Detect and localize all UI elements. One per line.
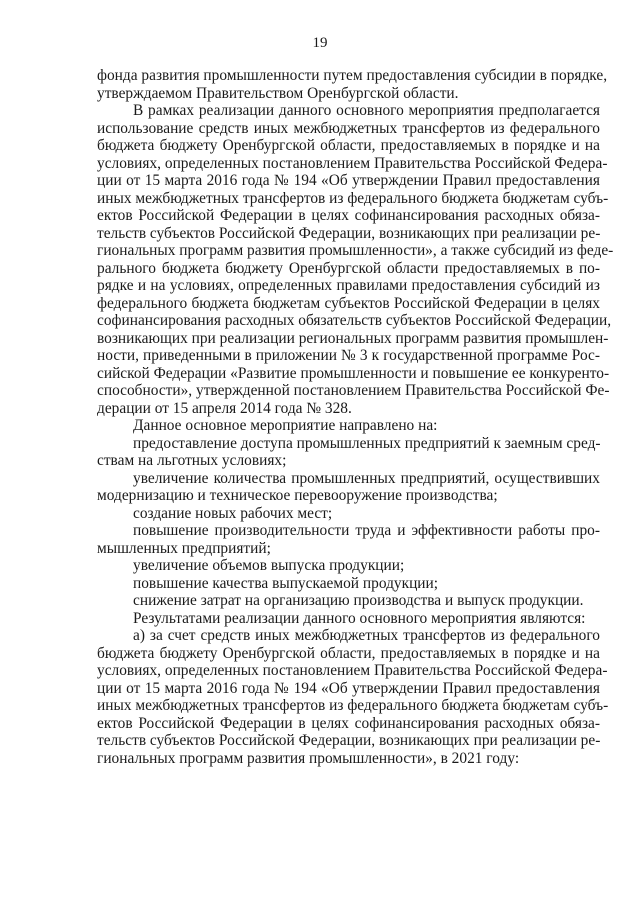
text-line: гиональных программ развития промышленности», а также субсидий из феде-	[97, 242, 614, 259]
text-line: иных межбюджетных трансфертов из федерального бюджета бюджетам субъ-	[97, 697, 609, 714]
text-line: ектов Российской Федерации в целях софинансирования расходных обяза-	[97, 207, 600, 224]
text-line: дерации от 15 апреля 2014 года № 328.	[97, 399, 352, 417]
text-line: сийской Федерации «Развитие промышленности и повышение ее конкуренто-	[97, 364, 610, 382]
text-line: тельств субъектов Российской Федерации, возникающих при реализации ре-	[97, 732, 601, 749]
text-line: повышение производительности труда и эффективности работы про-	[133, 522, 600, 539]
text-line: повышение качества выпускаемой продукции;	[133, 574, 439, 592]
text-line: предоставление доступа промышленных предприятий к заемным сред-	[133, 434, 601, 452]
text-line: возникающих при реализации региональных программ развития промышлен-	[97, 329, 609, 347]
text-line: иных межбюджетных трансфертов из федерального бюджета бюджетам субъ-	[97, 189, 609, 207]
text-line: а) за счет средств иных межбюджетных трансфертов из федерального	[133, 627, 600, 644]
text-line: увеличение объемов выпуска продукции;	[133, 557, 405, 574]
text-line: рального бюджета бюджету Оренбургской области предоставляемых в по-	[97, 259, 600, 277]
text-line: условиях, определенных постановлением Правительства Российской Федера-	[97, 662, 608, 679]
text-line: условиях, определенных постановлением Правительства Российской Федера-	[97, 154, 608, 172]
text-line: бюджета бюджету Оренбургской области, предоставляемых в порядке и на	[97, 137, 600, 154]
text-line: ствам на льготных условиях;	[97, 452, 287, 469]
text-line: создание новых рабочих мест;	[133, 504, 333, 522]
text-line: ции от 15 марта 2016 года № 194 «Об утверждении Правил предоставления	[97, 679, 600, 697]
page-number: 19	[312, 35, 328, 51]
text-line: рядке и на условиях, определенных правилами предоставления субсидий из	[97, 277, 600, 294]
text-line: мышленных предприятий;	[97, 539, 271, 557]
text-line: снижение затрат на организацию производства и выпуск продукции.	[133, 592, 584, 609]
text-line: софинансирования расходных обязательств субъектов Российской Федерации,	[97, 312, 612, 329]
text-line: федерального бюджета бюджетам субъектов Российской Федерации в целях	[97, 294, 600, 312]
text-line: способности», утвержденной постановлением Правительства Российской Фе-	[97, 382, 610, 399]
text-line: утверждаемом Правительством Оренбургской области.	[97, 84, 459, 102]
text-line: модернизацию и техническое перевооружение производства;	[97, 487, 498, 504]
text-line: бюджета бюджету Оренбургской области, предоставляемых в порядке и на	[97, 644, 600, 662]
text-line: фонда развития промышленности путем предоставления субсидии в порядке,	[97, 67, 608, 84]
text-line: Данное основное мероприятие направлено на:	[133, 417, 438, 434]
text-line: ности, приведенными в приложении № 3 к государственной программе Рос-	[97, 347, 600, 364]
text-line: использование средств иных межбюджетных трансфертов из федерального	[97, 119, 600, 137]
document-body	[97, 67, 614, 767]
text-line: тельств субъектов Российской Федерации, возникающих при реализации ре-	[97, 224, 601, 242]
text-line: Результатами реализации данного основного мероприятия являются:	[133, 609, 586, 627]
text-line: ектов Российской Федерации в целях софинансирования расходных обяза-	[97, 714, 600, 732]
text-line: гиональных программ развития промышленности», в 2021 году:	[97, 749, 520, 767]
text-line: ции от 15 марта 2016 года № 194 «Об утверждении Правил предоставления	[97, 172, 600, 189]
text-line: увеличение количества промышленных предприятий, осуществивших	[133, 469, 600, 487]
text-line: В рамках реализации данного основного мероприятия предполагается	[133, 102, 600, 119]
